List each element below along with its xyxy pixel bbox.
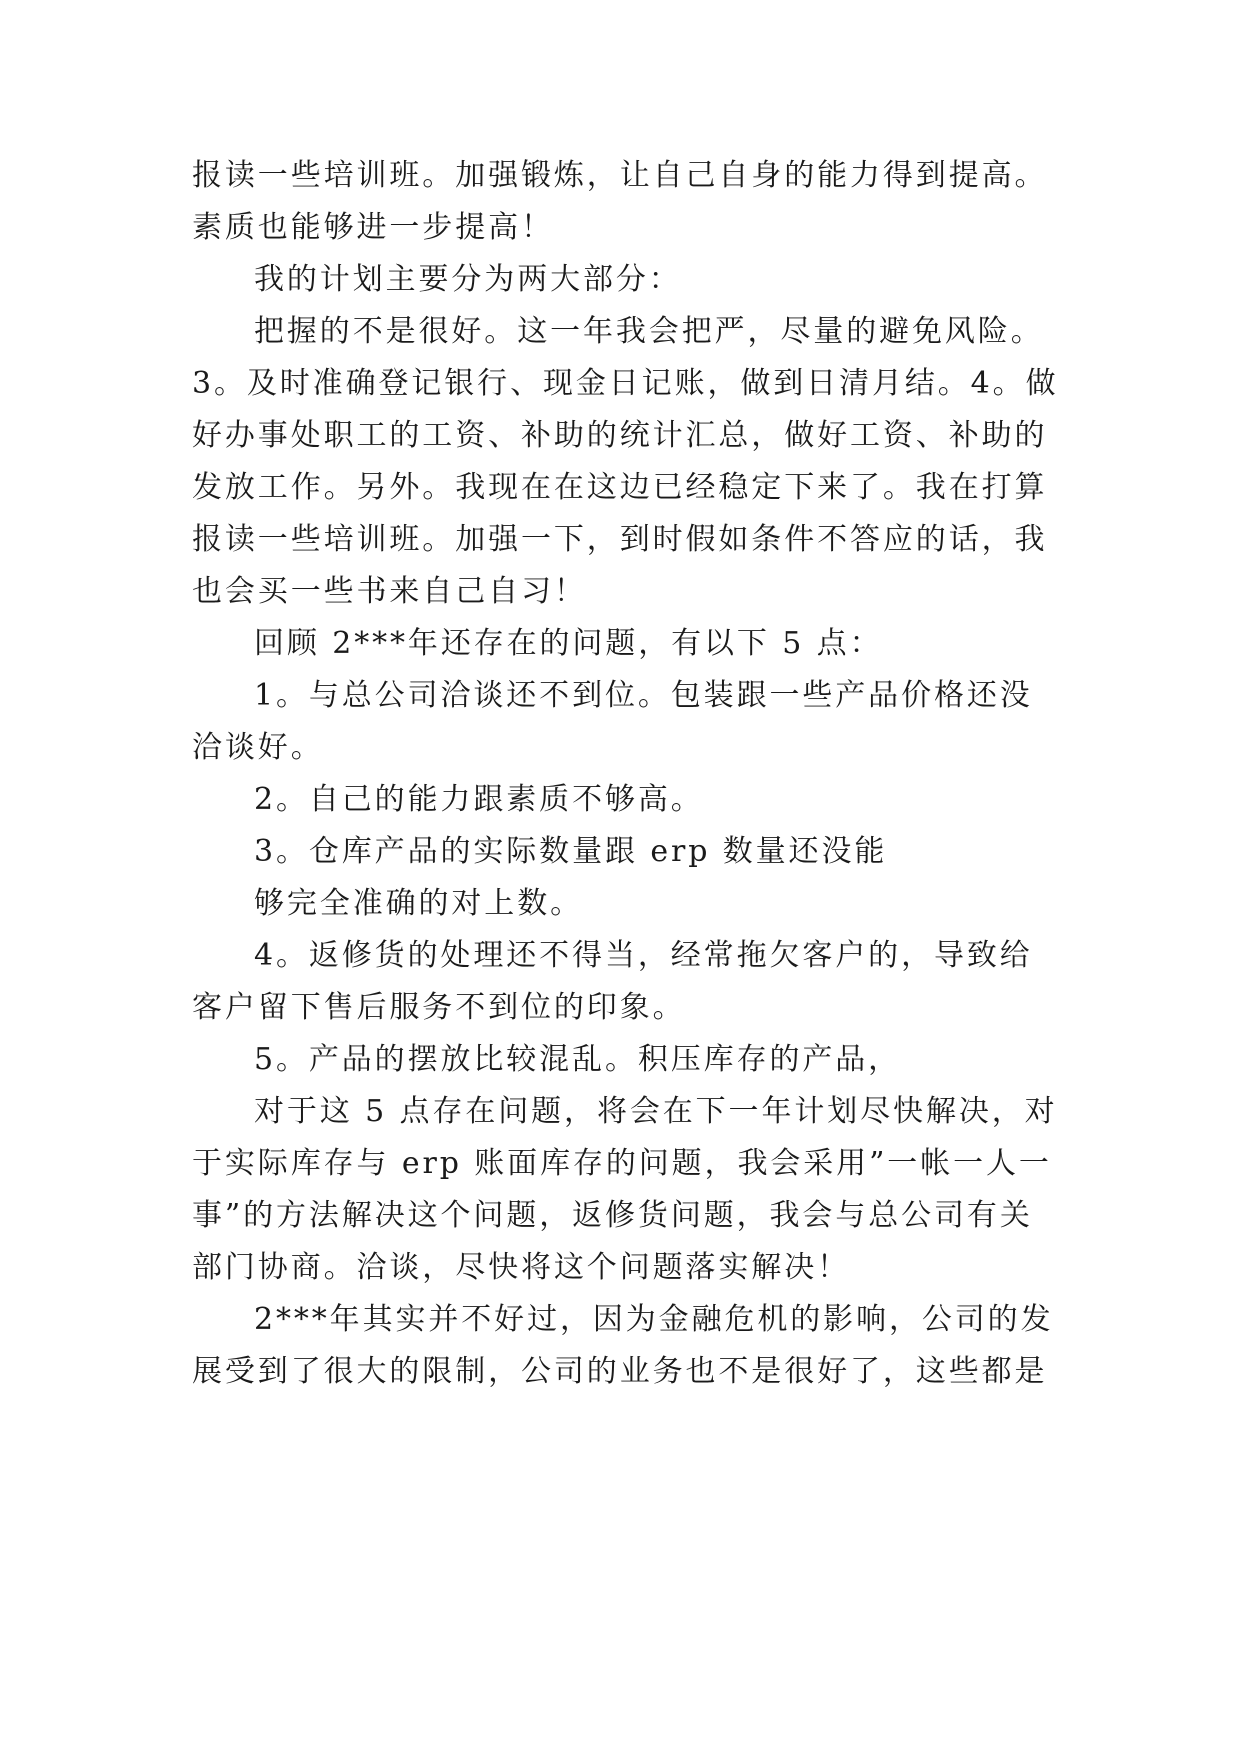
text-line: 好办事处职工的工资、补助的统计汇总，做好工资、补助的 <box>192 418 1048 453</box>
text-line: 我的计划主要分为两大部分： <box>254 262 682 297</box>
text-line: 部门协商。洽谈，尽快将这个问题落实解决！ <box>192 1250 850 1285</box>
text-line: 素质也能够进一步提高！ <box>192 210 554 245</box>
text-line: 把握的不是很好。这一年我会把严，尽量的避免风险。 <box>254 314 1044 349</box>
text-line: 3。仓库产品的实际数量跟 erp 数量还没能 <box>254 834 888 869</box>
text-line: 发放工作。另外。我现在在这边已经稳定下来了。我在打算 <box>192 470 1048 505</box>
text-line: 展受到了很大的限制，公司的业务也不是很好了，这些都是 <box>192 1354 1048 1389</box>
text-line: 客户留下售后服务不到位的印象。 <box>192 990 686 1025</box>
text-line: 事”的方法解决这个问题，返修货问题，我会与总公司有关 <box>192 1198 1033 1233</box>
text-line: 报读一些培训班。加强一下，到时假如条件不答应的话，我 <box>192 522 1048 557</box>
text-line: 3。及时准确登记银行、现金日记账，做到日清月结。4。做 <box>192 366 1059 401</box>
text-line: 也会买一些书来自己自习！ <box>192 574 587 609</box>
text-line: 洽谈好。 <box>192 730 324 765</box>
text-line: 4。返修货的处理还不得当，经常拖欠客户的，导致给 <box>254 938 1033 973</box>
text-line: 5。产品的摆放比较混乱。积压库存的产品， <box>254 1042 902 1077</box>
text-line: 1。与总公司洽谈还不到位。包装跟一些产品价格还没 <box>254 678 1033 713</box>
text-line: 对于这 5 点存在问题，将会在下一年计划尽快解决，对 <box>254 1094 1058 1129</box>
text-line: 回顾 2***年还存在的问题，有以下 5 点： <box>254 626 883 661</box>
text-line: 2。自己的能力跟素质不够高。 <box>254 782 704 817</box>
text-line: 报读一些培训班。加强锻炼，让自己自身的能力得到提高。 <box>192 158 1048 193</box>
text-line: 够完全准确的对上数。 <box>254 886 583 921</box>
text-line: 于实际库存与 erp 账面库存的问题，我会采用”一帐一人一 <box>192 1146 1052 1181</box>
text-line: 2***年其实并不好过，因为金融危机的影响，公司的发 <box>254 1302 1054 1337</box>
